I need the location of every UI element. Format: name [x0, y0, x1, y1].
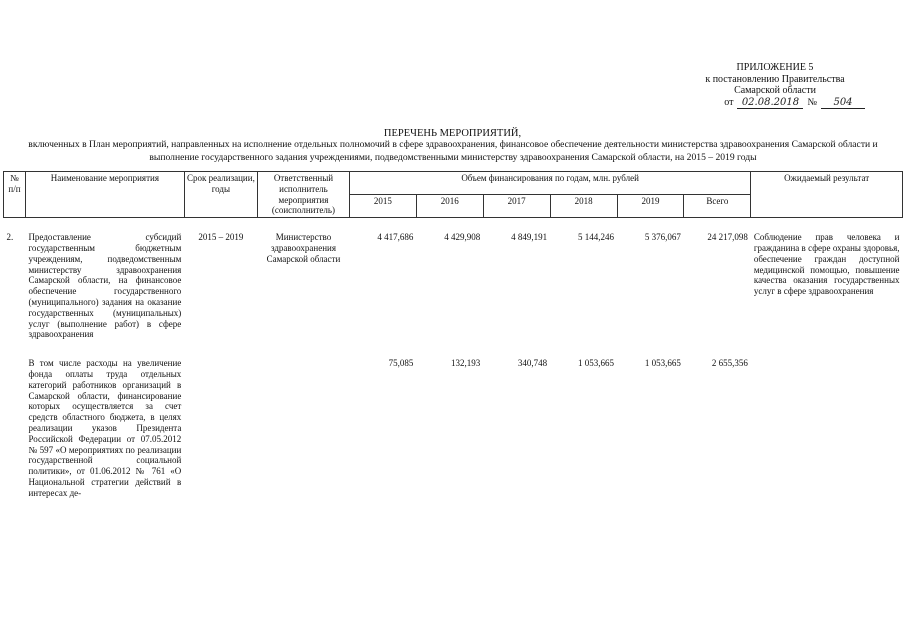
- measures-table: [3, 171, 903, 499]
- row-value-2018: 5 144,246: [578, 232, 615, 243]
- header-responsible: Ответственный исполнитель мероприятия (соисполнитель): [257, 172, 349, 218]
- handwritten-date: 02.08.2018: [737, 97, 803, 110]
- appendix-line2: к постановлению Правительства: [705, 73, 845, 85]
- row-value-2016: 4 429,908: [444, 232, 481, 243]
- header-year-2019: 2019: [617, 195, 684, 218]
- table-row: [4, 358, 903, 498]
- row-value-2016: 132,193: [450, 358, 481, 369]
- row-term: 2015 – 2019: [198, 232, 244, 243]
- row-responsible: Министерство здравоохранения Самарской области: [266, 232, 341, 264]
- appendix-date-row: [685, 97, 865, 110]
- appendix-title: ПРИЛОЖЕНИЕ 5: [736, 62, 814, 73]
- page-bottom-margin: [0, 568, 905, 640]
- number-prefix: №: [807, 96, 817, 108]
- row-value-2019: 1 053,665: [644, 358, 681, 369]
- date-prefix: от: [724, 96, 734, 108]
- row-value-2017: 340,748: [517, 358, 548, 369]
- header-year-2016: 2016: [416, 195, 483, 218]
- header-year-2015: 2015: [349, 195, 416, 218]
- appendix-line3: Самарской области: [734, 85, 816, 96]
- row-value-2015: 4 417,686: [377, 232, 414, 243]
- row-num: [4, 358, 26, 498]
- row-name: Предоставление субсидий государственным бюджетным учреждениям, подведомственным министерству здравоохранения Самарской области, на финансовое обеспечение государственного (муниципального) задания на оказание государственных (муниципальных) услуг (выполнение работ) в сфере здравоохранения: [28, 232, 182, 340]
- header-num: № п/п: [4, 172, 26, 218]
- header-year-2018: 2018: [550, 195, 617, 218]
- row-result: [751, 358, 903, 498]
- header-total: Всего: [684, 195, 751, 218]
- row-name: В том числе расходы на увеличение фонда оплаты труда отдельных категорий работников организаций в Самарской области, финансирование которых осуществляется за счет средств областного бюджета, в целях реализации указов Президента Российской Федерации от 07.05.2012 № 597 «О мероприятиях по реализации государственной социальной политики», от 01.06.2012 № 761 «О Национальной стратегии действий в интересах де-: [28, 358, 182, 498]
- handwritten-number: 504: [821, 97, 865, 110]
- header-term: Срок реализации, годы: [184, 172, 257, 218]
- header-result: Ожидаемый результат: [751, 172, 903, 218]
- document-title: ПЕРЕЧЕНЬ МЕРОПРИЯТИЙ,: [383, 128, 522, 139]
- header-name: Наименование мероприятия: [25, 172, 184, 218]
- table-row: [4, 232, 903, 340]
- row-value-total: 2 655,356: [711, 358, 748, 369]
- document-subtitle: включенных в План мероприятий, направленных на исполнение отдельных полномочий в сфере здравоохранения, финансовое обеспечение деятельности министерства здравоохранения Самарской области и выполнение государственного задания учреждениями, подведомственными министерству здравоохранения Самарской области, на 2015 – 2019 годы: [28, 139, 878, 163]
- row-term: [184, 358, 257, 498]
- row-num: 2.: [6, 232, 14, 243]
- row-responsible: [257, 358, 349, 498]
- appendix-block: [685, 62, 865, 109]
- row-value-2015: 75,085: [388, 358, 414, 369]
- row-value-2017: 4 849,191: [511, 232, 548, 243]
- row-value-2018: 1 053,665: [578, 358, 615, 369]
- header-funding: Объем финансирования по годам, млн. рублей: [349, 172, 750, 195]
- row-value-total: 24 217,098: [707, 232, 748, 243]
- row-result: Соблюдение прав человека и гражданина в сфере охраны здоровья, обеспечение граждан доступной медицинской помощью, повышение качества оказания государственных услуг в сфере здравоохранения: [753, 232, 900, 297]
- row-value-2019: 5 376,067: [644, 232, 681, 243]
- header-year-2017: 2017: [483, 195, 550, 218]
